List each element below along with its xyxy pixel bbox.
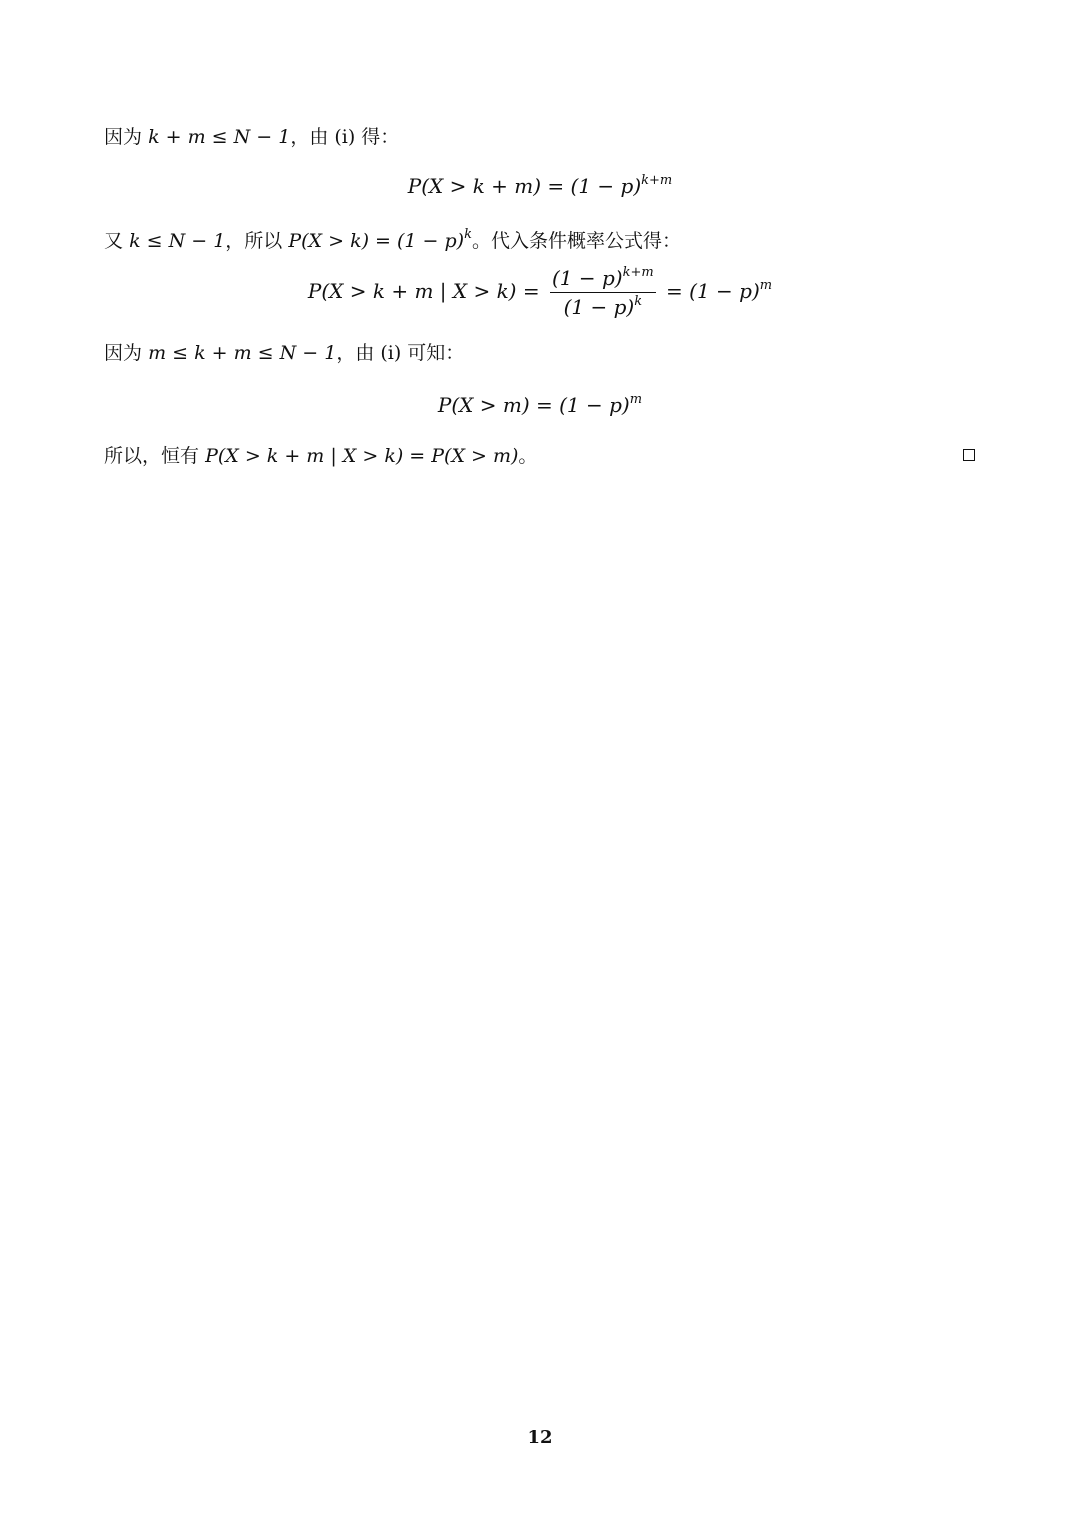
equation-1-exponent: k+m: [641, 173, 673, 188]
text-line-3: [104, 339, 980, 367]
equation-2-rhs-exponent: m: [759, 278, 773, 293]
line3-suffix: ，由 (i) 可知：: [336, 342, 465, 364]
line2-suffix: 。代入条件概率公式得：: [471, 230, 681, 252]
line2-expression: P(X > k) = (1 − p): [288, 230, 465, 252]
line4-expression: P(X > k + m | X > k) = P(X > m): [205, 445, 519, 467]
line2-prefix: 又: [104, 230, 124, 252]
equation-1: [0, 171, 1080, 201]
line4-suffix: 。: [518, 445, 538, 467]
line4-prefix: 所以，恒有: [104, 445, 200, 467]
page-number: 12: [527, 1427, 553, 1448]
text-line-1: [104, 123, 980, 151]
line1-prefix: 因为: [104, 126, 143, 148]
equation-2-lhs: P(X > k + m | X > k) =: [307, 279, 540, 303]
line3-prefix: 因为: [104, 342, 143, 364]
line1-condition: k + m ≤ N − 1: [148, 126, 291, 148]
line3-condition: m ≤ k + m ≤ N − 1: [148, 342, 337, 364]
line2-exponent: k: [464, 227, 472, 242]
line2-condition: k ≤ N − 1: [129, 230, 226, 252]
line1-suffix: ，由 (i) 得：: [290, 126, 400, 148]
qed-square-icon: [963, 449, 975, 461]
text-line-4: [104, 442, 980, 470]
equation-3-exponent: m: [629, 392, 643, 407]
equation-3-lhs: P(X > m) = (1 − p): [437, 393, 630, 417]
equation-2-fraction: [550, 266, 656, 319]
fraction-numerator: $(1 - p)^{k+m}$: [550, 266, 656, 293]
equation-2-rhs: = (1 − p): [666, 279, 760, 303]
equation-3: [0, 390, 1080, 420]
text-line-2: [104, 227, 980, 255]
line2-middle: ，所以: [225, 230, 283, 252]
fraction-denominator: $(1 - p)^k$: [563, 294, 643, 319]
equation-2: [0, 266, 1080, 319]
equation-1-lhs: P(X > k + m) = (1 − p): [407, 174, 642, 198]
